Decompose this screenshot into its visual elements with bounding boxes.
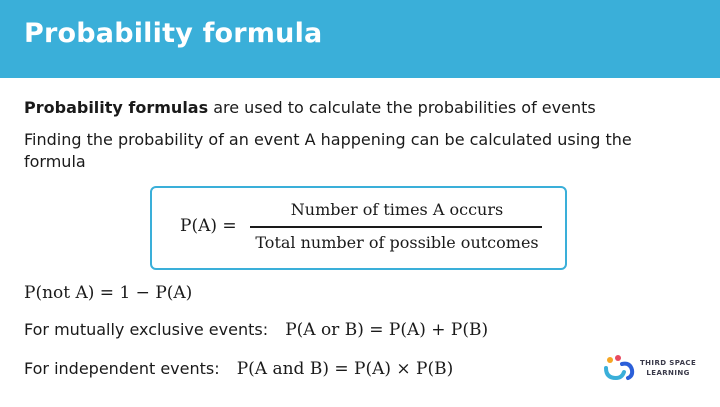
logo-text-line-1: THIRD SPACE [640,359,697,367]
intro-rest: are used to calculate the probabilities of events [208,98,596,117]
title-bar [0,0,720,78]
mutually-exclusive-row [24,320,488,340]
mutually-exclusive-label: For mutually exclusive events: [24,320,269,339]
logo-text-line-2: LEARNING [646,369,690,377]
intro-paragraph [24,97,596,119]
mutually-exclusive-formula: P(A or B) = P(A) + P(B) [285,320,489,340]
independent-label: For independent events: [24,359,220,378]
third-space-learning-logo [604,354,714,382]
complement-formula: P(not A) = 1 − P(A) [24,283,193,303]
fraction-bar [250,226,542,228]
logo-mark-icon [604,354,638,382]
independent-row [24,359,453,379]
page-title: Probability formula [24,18,323,49]
formula-numerator: Number of times A occurs [290,200,504,219]
formula-denominator: Total number of possible outcomes [255,233,539,252]
intro-bold-term: Probability formulas [24,98,209,117]
independent-formula: P(A and B) = P(A) × P(B) [236,359,454,379]
formula-box [150,186,567,270]
formula-lhs: P(A) = [180,216,237,236]
intro-line-2: Finding the probability of an event A happening can be calculated using the formula [24,130,632,171]
